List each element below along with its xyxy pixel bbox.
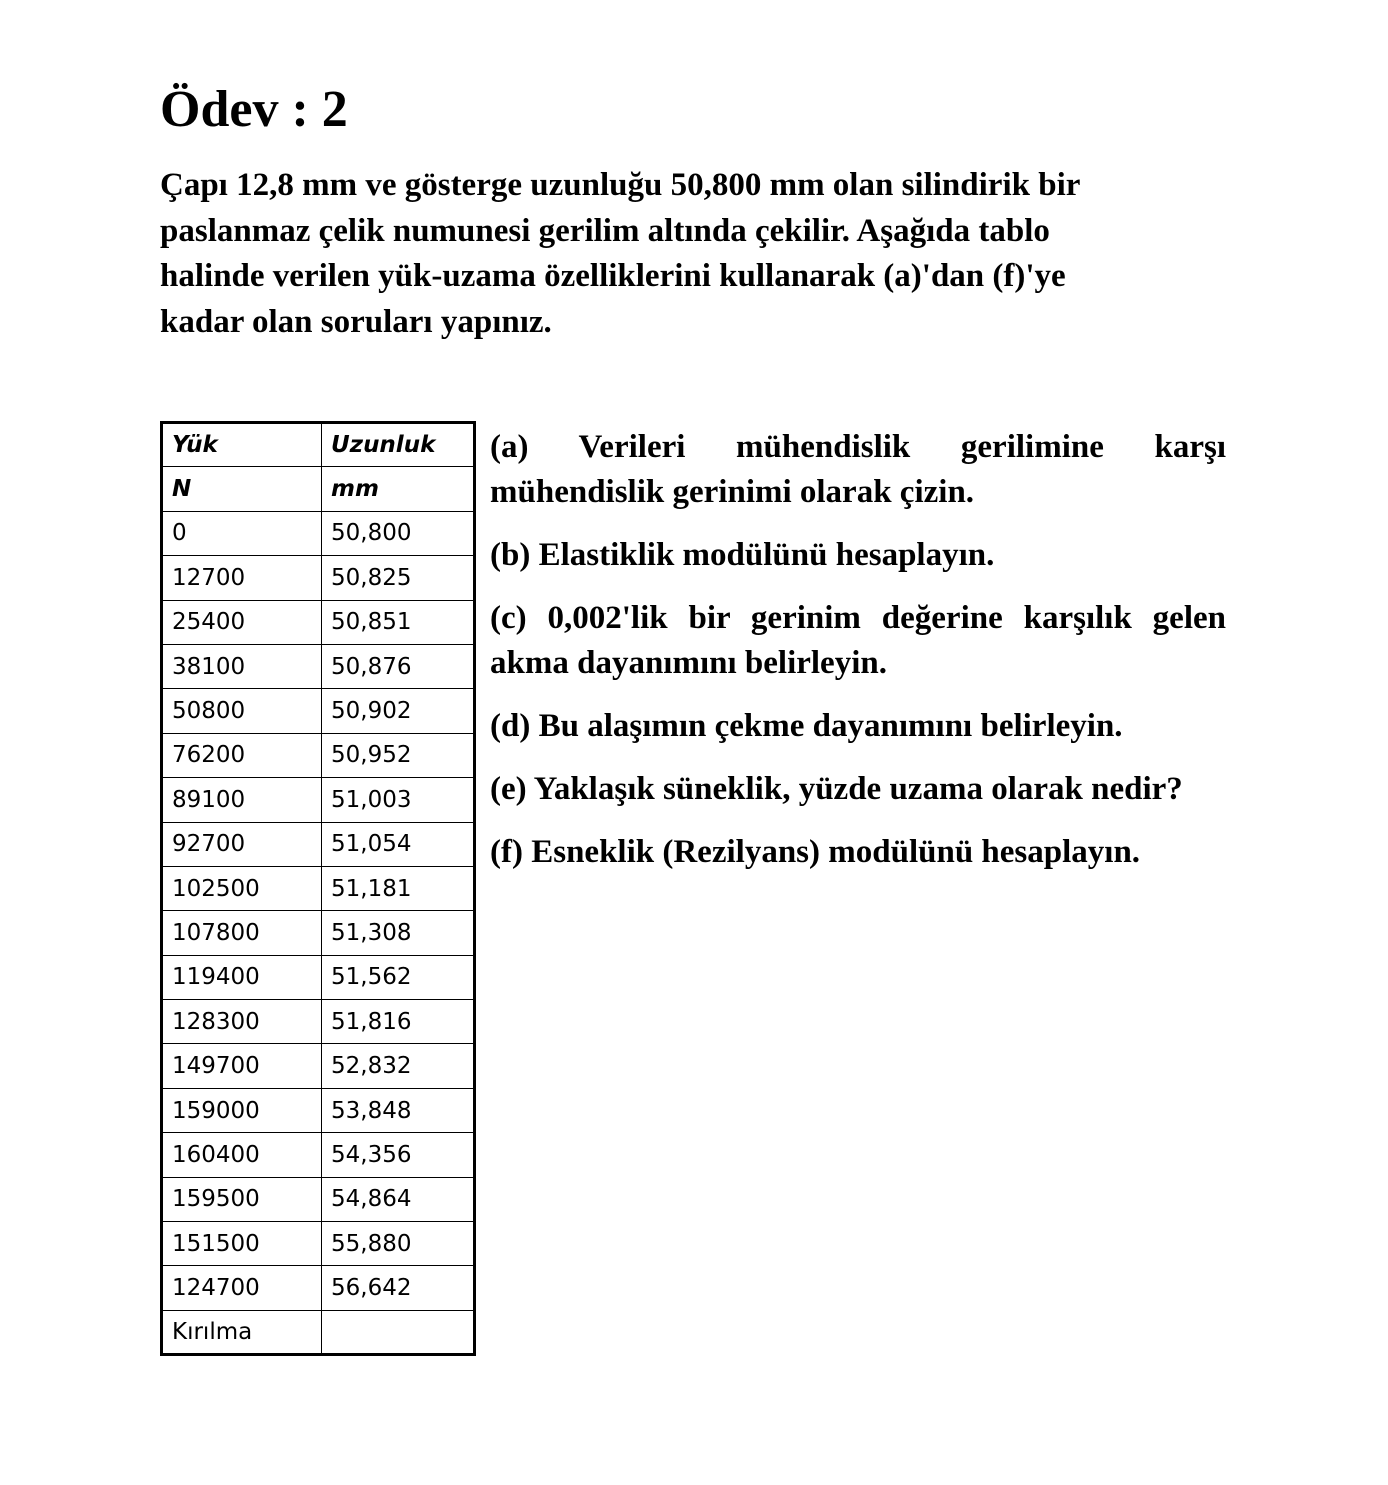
question-e: (e) Yaklaşık süneklik, yüzde uzama olarak nedir? bbox=[490, 771, 1183, 807]
table-row bbox=[162, 822, 475, 866]
load-elongation-table bbox=[160, 421, 476, 1356]
table-row bbox=[162, 1266, 475, 1310]
table-row bbox=[162, 1044, 475, 1088]
length-cell: 52,832 bbox=[322, 1044, 475, 1088]
load-cell: 107800 bbox=[162, 911, 322, 955]
table-row bbox=[162, 733, 475, 777]
load-cell: 89100 bbox=[162, 778, 322, 822]
table-header-row bbox=[162, 423, 475, 467]
load-cell: 119400 bbox=[162, 955, 322, 999]
question-a: (a) Verileri mühendislik gerilimine karşı mühendislik gerinimi olarak çizin. bbox=[490, 429, 1226, 510]
length-cell: 51,003 bbox=[322, 778, 475, 822]
length-cell: 51,308 bbox=[322, 911, 475, 955]
table-row bbox=[162, 1133, 475, 1177]
load-cell: 159000 bbox=[162, 1088, 322, 1132]
load-cell: 102500 bbox=[162, 866, 322, 910]
length-cell: 50,902 bbox=[322, 689, 475, 733]
load-cell: 128300 bbox=[162, 1000, 322, 1044]
length-cell: 51,816 bbox=[322, 1000, 475, 1044]
load-cell: 160400 bbox=[162, 1133, 322, 1177]
load-cell: 149700 bbox=[162, 1044, 322, 1088]
length-cell: 50,851 bbox=[322, 600, 475, 644]
table-unit-row bbox=[162, 467, 475, 511]
header-length: Uzunluk bbox=[322, 423, 475, 467]
table-row bbox=[162, 955, 475, 999]
table-row bbox=[162, 689, 475, 733]
length-cell: 50,952 bbox=[322, 733, 475, 777]
load-cell: 12700 bbox=[162, 556, 322, 600]
load-cell: 159500 bbox=[162, 1177, 322, 1221]
problem-statement: Çapı 12,8 mm ve gösterge uzunluğu 50,800 mm olan silindirik bir paslanmaz çelik numunesi gerilim altında çekilir. Aşağıda tablo halinde verilen yük-uzama özelliklerini kullanarak (a)'dan (f)'ye kadar olan soruları yapınız. bbox=[160, 167, 1081, 340]
load-cell: 124700 bbox=[162, 1266, 322, 1310]
table-row bbox=[162, 600, 475, 644]
length-cell: 54,356 bbox=[322, 1133, 475, 1177]
length-cell: 55,880 bbox=[322, 1222, 475, 1266]
load-cell: 50800 bbox=[162, 689, 322, 733]
table-row bbox=[162, 778, 475, 822]
length-cell: 51,054 bbox=[322, 822, 475, 866]
question-d: (d) Bu alaşımın çekme dayanımını belirleyin. bbox=[490, 708, 1123, 744]
load-cell: Kırılma bbox=[162, 1310, 322, 1354]
length-cell: 50,876 bbox=[322, 644, 475, 688]
length-cell: 54,864 bbox=[322, 1177, 475, 1221]
length-cell: 53,848 bbox=[322, 1088, 475, 1132]
length-cell: 50,800 bbox=[322, 511, 475, 555]
table-row bbox=[162, 911, 475, 955]
table-row bbox=[162, 1088, 475, 1132]
table-row bbox=[162, 866, 475, 910]
page-title: Ödev : 2 bbox=[160, 81, 348, 138]
header-load: Yük bbox=[162, 423, 322, 467]
length-cell: 50,825 bbox=[322, 556, 475, 600]
table-row bbox=[162, 1310, 475, 1354]
length-cell bbox=[322, 1310, 475, 1354]
table-row bbox=[162, 1177, 475, 1221]
table-row bbox=[162, 511, 475, 555]
table-row bbox=[162, 1000, 475, 1044]
load-cell: 25400 bbox=[162, 600, 322, 644]
load-cell: 92700 bbox=[162, 822, 322, 866]
load-cell: 151500 bbox=[162, 1222, 322, 1266]
question-b: (b) Elastiklik modülünü hesaplayın. bbox=[490, 537, 995, 573]
load-cell: 76200 bbox=[162, 733, 322, 777]
unit-length: mm bbox=[322, 467, 475, 511]
length-cell: 51,562 bbox=[322, 955, 475, 999]
table-row bbox=[162, 644, 475, 688]
load-cell: 38100 bbox=[162, 644, 322, 688]
table-row bbox=[162, 556, 475, 600]
question-f: (f) Esneklik (Rezilyans) modülünü hesaplayın. bbox=[490, 834, 1141, 870]
unit-load: N bbox=[162, 467, 322, 511]
table-row bbox=[162, 1222, 475, 1266]
question-c: (c) 0,002'lik bir gerinim değerine karşılık gelen akma dayanımını belirleyin. bbox=[490, 600, 1226, 681]
question-list bbox=[490, 425, 1226, 893]
load-cell: 0 bbox=[162, 511, 322, 555]
length-cell: 51,181 bbox=[322, 866, 475, 910]
length-cell: 56,642 bbox=[322, 1266, 475, 1310]
